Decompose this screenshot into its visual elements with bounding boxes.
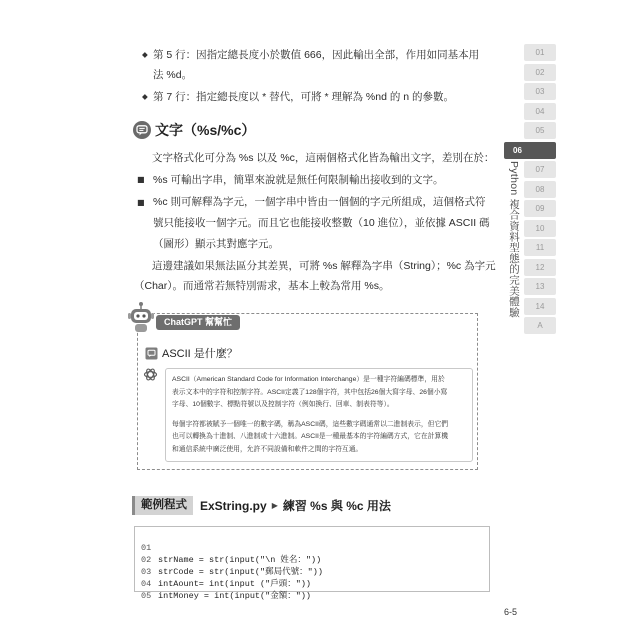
chapter-tab: A bbox=[524, 317, 556, 334]
note-text bbox=[153, 87, 454, 107]
arrow-right-icon: ▶ bbox=[271, 501, 278, 510]
note-text bbox=[153, 45, 479, 85]
chapter-tab: 03 bbox=[524, 83, 556, 100]
robot-icon bbox=[126, 301, 156, 335]
chat-bubble-icon bbox=[145, 347, 158, 360]
bullet-text bbox=[153, 192, 490, 255]
chapter-tab: 01 bbox=[524, 44, 556, 61]
chapter-title: Python 複合資料型態的完美體驗 bbox=[508, 161, 520, 318]
chapter-tab: 10 bbox=[524, 220, 556, 237]
advice-paragraph bbox=[134, 256, 496, 296]
chapter-tab: 08 bbox=[524, 181, 556, 198]
line-number: 01 bbox=[141, 543, 152, 553]
answer-line: ASCII（American Standard Code for Information Interchange）是一種字符編碼標準，用於 bbox=[172, 376, 445, 383]
code-text: intMoney = int(input("金額：")) bbox=[158, 591, 312, 601]
answer-line: 和通信系統中廣泛使用，允許不同設備和軟件之間的字符互通。 bbox=[172, 445, 363, 453]
chapter-tab: 02 bbox=[524, 64, 556, 81]
code-text: intAount= int(input ("戶頭：")) bbox=[158, 579, 312, 589]
chapter-tab: 06 bbox=[504, 142, 556, 159]
bullet-line: %c 則可解釋為字元，一個字串中皆由一個個的字元所組成，這個格式符 bbox=[153, 196, 486, 208]
example-filename: ExString.py bbox=[200, 498, 267, 513]
chapter-tab: 12 bbox=[524, 259, 556, 276]
chatgpt-header: ChatGPT 幫幫忙 bbox=[156, 315, 240, 330]
section-title: 文字（%s/%c） bbox=[155, 122, 256, 138]
bullet-marker: ■ bbox=[137, 175, 145, 184]
speech-bubble-icon bbox=[133, 121, 151, 139]
bullet-line: （圖形）顯示其對應字元。 bbox=[153, 238, 279, 250]
code-listing bbox=[134, 526, 490, 601]
bullet-marker: ■ bbox=[137, 198, 145, 207]
chapter-tab: 09 bbox=[524, 200, 556, 217]
chapter-tab: 11 bbox=[524, 239, 556, 256]
chatgpt-answer bbox=[165, 368, 473, 462]
line-number: 03 bbox=[141, 567, 152, 577]
openai-logo-icon bbox=[143, 367, 158, 382]
advice-line: （Char）。而通常若無特別需求，基本上較為常用 %s。 bbox=[134, 280, 390, 292]
chapter-tab: 04 bbox=[524, 103, 556, 120]
answer-line: 每個字符都被賦予一個唯一的數字碼，稱為ASCII碼，這些數字碼通常以二進制表示，但它們 bbox=[172, 420, 449, 428]
chapter-tab: 07 bbox=[524, 161, 556, 178]
note-line: 第 5 行：因指定總長度小於數值 666，因此輸出全部，作用如同基本用 bbox=[153, 49, 480, 61]
page-number: 6-5 bbox=[504, 607, 518, 617]
bullet-line: %s 可輸出字串，簡單來說就是無任何限制輸出接收到的文字。 bbox=[153, 174, 444, 186]
code-text: strCode = str(input("郵局代號：")) bbox=[158, 567, 323, 577]
answer-paragraph bbox=[172, 374, 466, 412]
example-tag: 範例程式 bbox=[132, 496, 193, 515]
code-text: strName = str(input("\n 姓名：")) bbox=[158, 555, 322, 565]
line-number: 04 bbox=[141, 579, 152, 589]
answer-line: 也可以轉換為十進制、八進制或十六進制。ASCII是一種最基本的字符編碼方式，它在計算機 bbox=[172, 433, 449, 441]
note-marker: ◆ bbox=[142, 92, 148, 101]
note-marker: ◆ bbox=[142, 50, 148, 59]
answer-line: 表示文本中的字符和控制字符。ASCII定義了128個字符，其中包括26個大寫字母、26個小寫 bbox=[172, 388, 448, 396]
answer-paragraph bbox=[172, 419, 466, 457]
chapter-tab: 14 bbox=[524, 298, 556, 315]
bullet-line: 號只能接收一個字元。而且它也能接收整數（10 進位），並依據 ASCII 碼 bbox=[153, 217, 490, 229]
answer-line: 字母、10個數字、標點符號以及控制字符（例如換行、回車、制表符等）。 bbox=[172, 401, 394, 409]
line-number: 02 bbox=[141, 555, 152, 565]
note-line: 第 7 行：指定總長度以 * 替代，可將 * 理解為 %nd 的 n 的參數。 bbox=[153, 91, 455, 103]
example-header bbox=[132, 496, 391, 515]
advice-line: 這邊建議如果無法區分其差異，可將 %s 解釋為字串（String）；%c 為字元 bbox=[152, 260, 496, 272]
section-intro: 文字格式化可分為 %s 以及 %c，這兩個格式化皆為輸出文字，差別在於： bbox=[152, 152, 495, 164]
bullet-text bbox=[153, 171, 444, 189]
chatgpt-question: ASCII 是什麼？ bbox=[162, 348, 238, 360]
example-title: 練習 %s 與 %c 用法 bbox=[282, 499, 391, 513]
line-number: 05 bbox=[141, 591, 152, 601]
chapter-tab: 05 bbox=[524, 122, 556, 139]
note-line: 法 %d。 bbox=[153, 69, 193, 81]
chapter-tab: 13 bbox=[524, 278, 556, 295]
